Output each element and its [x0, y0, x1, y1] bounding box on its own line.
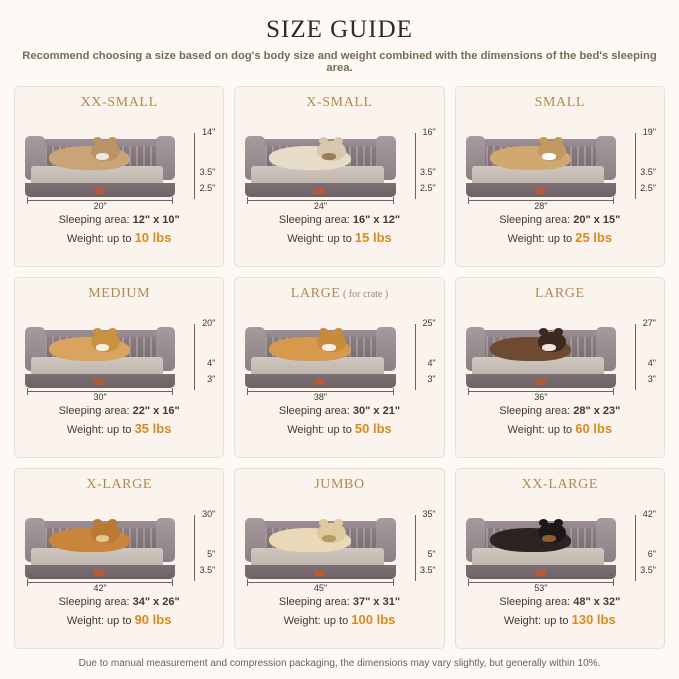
height-dimensions [396, 312, 436, 386]
sleeping-area-value: 37" x 31" [352, 596, 401, 608]
weight-line [243, 420, 435, 439]
dog-bed-graphic [466, 501, 616, 579]
size-specs [243, 595, 435, 630]
sleeping-area-value: 22" x 16" [132, 405, 180, 417]
dog-muzzle [322, 535, 336, 542]
height-tick [194, 380, 195, 390]
weight-label: Weight: [503, 614, 542, 627]
dog-ear [319, 519, 328, 526]
dog-ear [539, 328, 548, 335]
sleeping-area-value: 28" x 23" [573, 405, 621, 417]
weight-line [464, 420, 656, 439]
dog-bed-graphic [466, 119, 616, 197]
size-specs [243, 404, 435, 439]
size-card-title [243, 477, 435, 493]
height-label: 35" [422, 509, 436, 519]
height-label: 2.5" [640, 183, 656, 193]
dog-illustration [25, 119, 175, 197]
width-dimension [247, 197, 393, 209]
size-name: LARGE [534, 286, 585, 301]
size-card-title [23, 95, 215, 111]
weight-value: 25 lbs [575, 229, 613, 245]
bed-illustration [464, 495, 656, 591]
weight-label: Weight: [287, 423, 325, 436]
width-label: 38" [313, 392, 328, 402]
dog-ear [93, 137, 102, 144]
height-tick [415, 380, 416, 390]
weight-line [464, 611, 656, 630]
width-dimension [27, 579, 173, 591]
weight-value: 130 lbs [571, 611, 616, 627]
bed-illustration [464, 113, 656, 209]
width-dimension [247, 579, 393, 591]
height-tick [635, 173, 636, 183]
weight-line [23, 229, 215, 248]
page-title: SIZE GUIDE [266, 16, 413, 43]
height-label: 3" [207, 374, 216, 384]
width-dimension [27, 197, 173, 209]
width-dimension [468, 388, 614, 400]
bed-illustration [23, 113, 215, 209]
height-dimensions [396, 503, 436, 577]
footer-note: Due to manual measurement and compression packaging, the dimensions may vary slightly, but generally within 10%. [78, 658, 601, 669]
bed-illustration [464, 304, 656, 400]
dog-muzzle [322, 344, 336, 351]
size-card-title [23, 286, 215, 302]
dog-illustration [245, 119, 395, 197]
width-label: 45" [313, 583, 328, 593]
weight-label: Weight: [287, 232, 325, 245]
height-tick [194, 555, 195, 565]
size-name: X-LARGE [86, 477, 152, 492]
height-label: 5" [427, 549, 436, 559]
dog-muzzle [96, 153, 110, 160]
dog-illustration [25, 310, 175, 388]
size-card-title [464, 286, 656, 302]
size-name-note: ( for crate ) [340, 289, 389, 300]
dog-ear [108, 137, 117, 144]
sleeping-area-line [243, 404, 435, 420]
height-tick [415, 571, 416, 581]
height-tick [194, 364, 195, 374]
weight-value: 100 lbs [351, 611, 396, 627]
sleeping-area-value: 16" x 12" [352, 214, 401, 226]
weight-line [243, 611, 435, 630]
sleeping-area-line [23, 213, 215, 229]
height-label: 5" [207, 549, 216, 559]
dog-muzzle [542, 153, 556, 160]
dog-illustration [466, 310, 616, 388]
height-label: 2.5" [419, 183, 436, 193]
width-dimension [468, 579, 614, 591]
height-tick [194, 189, 195, 199]
weight-up-to-label: up to [323, 614, 349, 627]
size-name: MEDIUM [88, 286, 151, 301]
size-card [455, 277, 665, 458]
height-dimensions [616, 121, 656, 195]
dog-ear [334, 137, 343, 144]
dog-illustration [25, 501, 175, 579]
height-tick [635, 364, 636, 374]
sleeping-area-value: 30" x 21" [352, 405, 401, 417]
dog-ear [554, 328, 563, 335]
dog-ear [554, 137, 563, 144]
width-label: 24" [313, 201, 328, 211]
size-specs [23, 213, 215, 248]
weight-label: Weight: [507, 423, 545, 436]
page-subtitle: Recommend choosing a size based on dog's body size and weight combined with the dimensions of the bed's sleeping area. [22, 50, 657, 74]
height-label: 14" [202, 127, 216, 137]
size-card [234, 277, 444, 458]
sleeping-area-value: 48" x 32" [573, 596, 621, 608]
dog-ear [539, 137, 548, 144]
size-name: JUMBO [314, 477, 365, 492]
weight-value: 60 lbs [575, 420, 613, 436]
height-dimensions [616, 503, 656, 577]
weight-up-to-label: up to [547, 423, 573, 436]
bed-illustration [243, 113, 435, 209]
height-tick [635, 380, 636, 390]
dog-bed-graphic [466, 310, 616, 388]
weight-value: 10 lbs [134, 229, 172, 245]
weight-line [243, 229, 435, 248]
dog-bed-graphic [245, 119, 395, 197]
dog-bed-graphic [245, 310, 395, 388]
height-tick [415, 189, 416, 199]
weight-label: Weight: [507, 232, 545, 245]
width-label: 30" [93, 392, 107, 402]
height-label: 3.5" [419, 167, 436, 177]
width-dimension [468, 197, 614, 209]
width-label: 53" [534, 583, 548, 593]
weight-label: Weight: [283, 614, 321, 627]
weight-value: 35 lbs [134, 420, 172, 436]
size-specs [23, 595, 215, 630]
size-card [455, 86, 665, 267]
height-tick [635, 571, 636, 581]
height-label: 6" [647, 549, 656, 559]
sleeping-area-label: Sleeping area: [499, 596, 571, 608]
height-tick [415, 555, 416, 565]
height-label: 3" [647, 374, 656, 384]
dog-muzzle [322, 153, 336, 160]
height-label: 3.5" [419, 565, 436, 575]
height-tick [194, 173, 195, 183]
size-card [14, 277, 224, 458]
dog-bed-graphic [25, 310, 175, 388]
dog-illustration [466, 119, 616, 197]
weight-up-to-label: up to [544, 614, 569, 627]
size-name: SMALL [534, 95, 586, 110]
size-card [455, 468, 665, 649]
sleeping-area-label: Sleeping area: [499, 214, 571, 226]
size-card-title [243, 95, 435, 111]
height-label: 3" [427, 374, 436, 384]
size-card [234, 468, 444, 649]
weight-value: 90 lbs [134, 611, 172, 627]
dog-illustration [466, 501, 616, 579]
sleeping-area-label: Sleeping area: [58, 596, 130, 608]
sleeping-area-value: 34" x 26" [132, 596, 180, 608]
size-card [14, 468, 224, 649]
weight-up-to-label: up to [547, 232, 573, 245]
dog-muzzle [96, 535, 110, 542]
weight-up-to-label: up to [107, 614, 132, 627]
height-label: 16" [422, 127, 436, 137]
dog-ear [554, 519, 563, 526]
size-card-title [464, 477, 656, 493]
dog-ear [93, 328, 102, 335]
dog-ear [539, 519, 548, 526]
width-label: 42" [93, 583, 107, 593]
height-label: 42" [642, 509, 656, 519]
size-specs [23, 404, 215, 439]
dog-illustration [245, 501, 395, 579]
weight-line [23, 611, 215, 630]
size-card [234, 86, 444, 267]
height-label: 4" [427, 358, 436, 368]
height-label: 30" [202, 509, 216, 519]
sleeping-area-line [23, 404, 215, 420]
bed-illustration [243, 304, 435, 400]
height-label: 3.5" [199, 565, 216, 575]
dog-ear [108, 328, 117, 335]
height-label: 3.5" [640, 167, 656, 177]
bed-illustration [243, 495, 435, 591]
size-name: XX-SMALL [80, 95, 158, 110]
sleeping-area-line [464, 213, 656, 229]
dog-bed-graphic [25, 119, 175, 197]
weight-line [464, 229, 656, 248]
size-name: XX-LARGE [521, 477, 598, 492]
size-specs [243, 213, 435, 248]
weight-label: Weight: [66, 232, 104, 245]
width-label: 28" [534, 201, 548, 211]
bed-illustration [23, 304, 215, 400]
height-label: 27" [642, 318, 656, 328]
height-dimensions [175, 121, 215, 195]
dog-ear [108, 519, 117, 526]
width-label: 36" [534, 392, 548, 402]
weight-value: 50 lbs [354, 420, 392, 436]
height-label: 19" [642, 127, 656, 137]
height-tick [415, 173, 416, 183]
height-label: 4" [207, 358, 216, 368]
height-label: 20" [202, 318, 216, 328]
sleeping-area-label: Sleeping area: [278, 596, 350, 608]
size-card-grid [14, 86, 665, 649]
sleeping-area-label: Sleeping area: [499, 405, 571, 417]
dog-illustration [245, 310, 395, 388]
weight-line [23, 420, 215, 439]
height-label: 3.5" [199, 167, 216, 177]
sleeping-area-label: Sleeping area: [278, 405, 350, 417]
size-card-title [23, 477, 215, 493]
weight-label: Weight: [66, 614, 104, 627]
sleeping-area-line [464, 595, 656, 611]
dog-muzzle [542, 535, 556, 542]
size-specs [464, 595, 656, 630]
size-name: LARGE [290, 286, 341, 301]
sleeping-area-line [464, 404, 656, 420]
size-card [14, 86, 224, 267]
sleeping-area-value: 20" x 15" [573, 214, 621, 226]
height-label: 4" [647, 358, 656, 368]
dog-ear [334, 519, 343, 526]
height-tick [415, 364, 416, 374]
weight-value: 15 lbs [354, 229, 392, 245]
sleeping-area-label: Sleeping area: [58, 405, 130, 417]
height-tick [194, 571, 195, 581]
height-dimensions [175, 503, 215, 577]
dog-ear [334, 328, 343, 335]
sleeping-area-value: 12" x 10" [132, 214, 180, 226]
width-dimension [247, 388, 393, 400]
height-label: 25" [422, 318, 436, 328]
height-label: 2.5" [199, 183, 216, 193]
sleeping-area-label: Sleeping area: [278, 214, 350, 226]
size-name: X-SMALL [306, 95, 373, 110]
sleeping-area-line [243, 213, 435, 229]
sleeping-area-label: Sleeping area: [58, 214, 130, 226]
weight-up-to-label: up to [107, 423, 132, 436]
dog-ear [319, 137, 328, 144]
height-dimensions [175, 312, 215, 386]
width-label: 20" [93, 201, 107, 211]
height-tick [635, 555, 636, 565]
dog-bed-graphic [245, 501, 395, 579]
size-specs [464, 213, 656, 248]
dog-ear [93, 519, 102, 526]
dog-ear [319, 328, 328, 335]
height-tick [635, 189, 636, 199]
sleeping-area-line [23, 595, 215, 611]
weight-up-to-label: up to [327, 423, 352, 436]
dog-muzzle [96, 344, 110, 351]
height-dimensions [396, 121, 436, 195]
size-card-title [243, 286, 435, 302]
weight-label: Weight: [66, 423, 104, 436]
dog-muzzle [542, 344, 556, 351]
weight-up-to-label: up to [327, 232, 352, 245]
height-dimensions [616, 312, 656, 386]
bed-illustration [23, 495, 215, 591]
height-label: 3.5" [640, 565, 656, 575]
size-specs [464, 404, 656, 439]
width-dimension [27, 388, 173, 400]
sleeping-area-line [243, 595, 435, 611]
dog-bed-graphic [25, 501, 175, 579]
weight-up-to-label: up to [107, 232, 132, 245]
size-card-title [464, 95, 656, 111]
